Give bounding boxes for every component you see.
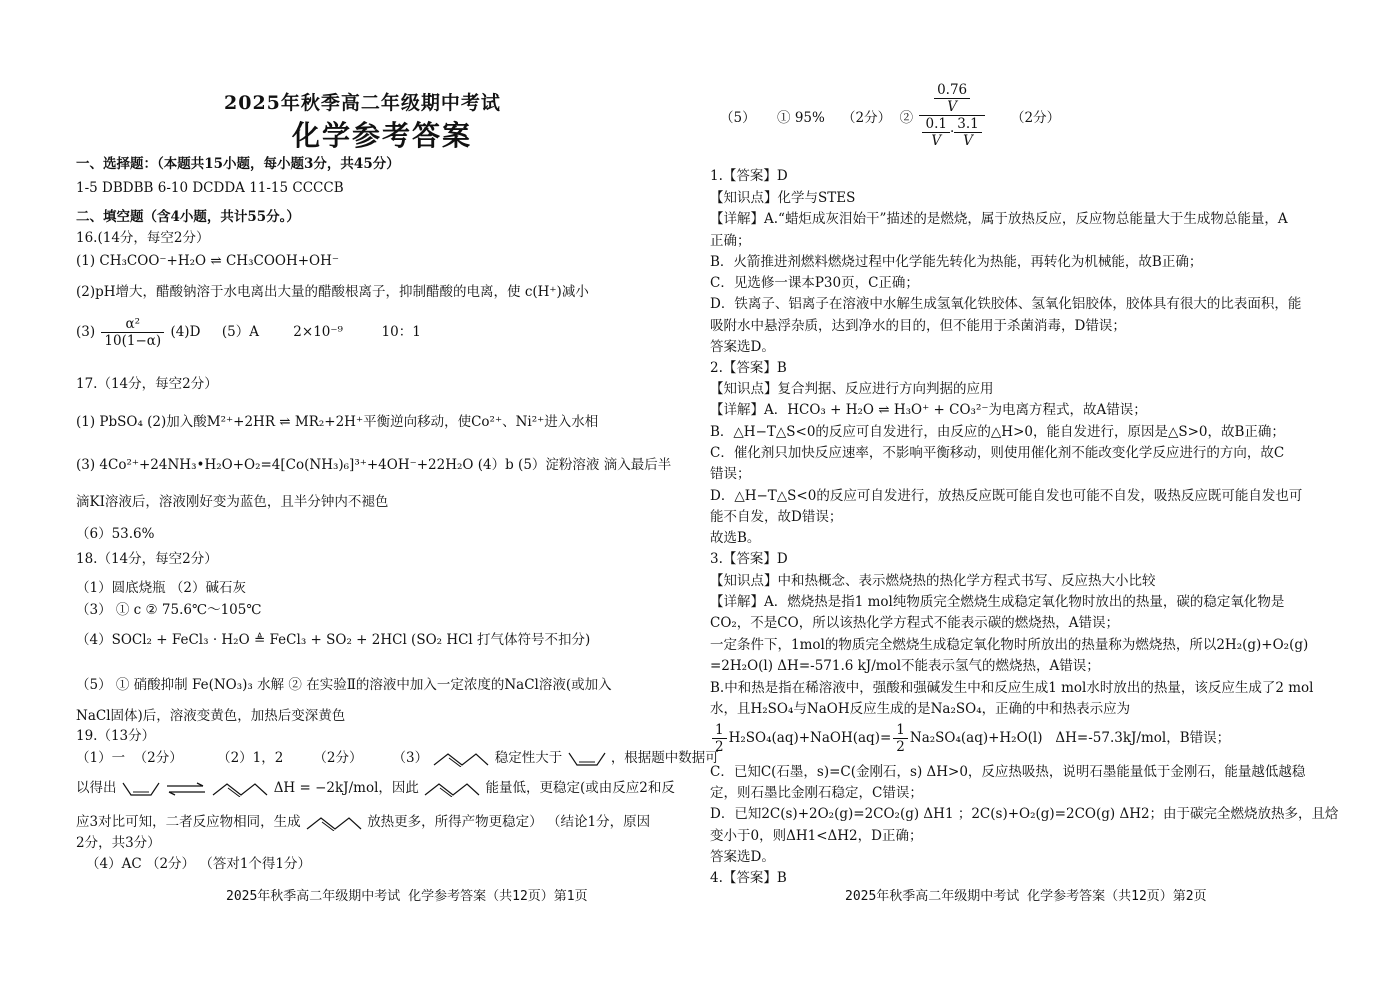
half-fraction [893,722,908,755]
explanation-line: 答案选D。 [710,339,775,355]
q18-answer-5-cont: NaCl固体)后，溶液变黄色，加热后变深黄色 [76,708,346,724]
fraction-numerator: α² [101,316,164,333]
trans-butene-structure-icon [211,781,269,797]
explanation-line: 2.【答案】B [710,360,787,376]
cis-butene-structure-icon [567,751,607,767]
explanation-line: 定，则石墨比金刚石稳定，C错误； [710,785,923,801]
explanation-line: D．铁离子、铝离子在溶液中水解生成氢氧化铁胶体、氢氧化铝胶体，胶体具有很大的比表面积，能 [710,296,1302,312]
q18-answer-4: （4）SOCl₂ + FeCl₃ · H₂O ≜ FeCl₃ + SO₂ + 2HCl (SO₂ HCl 打气体符号不扣分) [76,632,591,648]
q19-1c: ，根据题中数据可 [610,750,719,766]
q19-3a: 应3对比可知，二者反应物相同，生成 [76,814,301,830]
numerator-fraction [934,82,970,115]
den-b-value: 3.1 [954,116,981,133]
q19-2b: ΔH = −2kJ/mol，因此 [273,780,419,796]
trans-butene-structure-icon [423,781,481,797]
neutralization-equation [710,722,1230,755]
equilibrium-arrow-icon [165,782,207,796]
q16-answer-3 [76,316,421,349]
explanation-line: B．火箭推进剂燃料燃烧过程中化学能先转化为热能，再转化为机械能，故B正确； [710,254,1203,270]
den-b-volume: V [963,133,973,149]
equation-left: H₂SO₄(aq)+NaOH(aq)= [728,730,892,746]
fraction-denominator: 10(1−α) [104,333,162,349]
q19-line-2 [76,776,675,797]
q19-3b: 放热更多，所得产物更稳定） （结论1分，原因 [367,814,651,830]
q18-5-score: （2分） [1011,109,1061,126]
explanation-line: 变小于0，则ΔH1<ΔH2，D正确； [710,828,923,844]
page-footer: 2025年秋季高二年级期中考试 化学参考答案（共12页）第1页 [226,889,588,904]
section1-heading: 一、选择题：（本题共15小题，每小题3分，共45分） [76,156,400,172]
numerator-value: 0.76 [934,82,970,99]
explanation-line: 一定条件下，1mol的物质完全燃烧生成稳定氧化物时所放出的热量称为燃烧热，所以2H₂(g)+O₂(g) [710,637,1309,653]
explanation-line: 吸附水中悬浮杂质，达到净水的目的，但不能用于杀菌消毒，D错误； [710,318,1126,334]
q19-heading: 19.（13分） [76,728,156,744]
den-fraction-b [954,116,981,149]
explanation-line: 【知识点】复合判据、反应进行方向判据的应用 [710,381,994,397]
q19-answer-4: （4）AC （2分） （答对1个得1分） [86,856,312,872]
exam-title: 2025年秋季高二年级期中考试 [224,92,501,114]
q19-1b: 稳定性大于 [494,750,563,766]
explanation-line: 答案选D。 [710,849,775,865]
explanation-line: B.中和热是指在稀溶液中，强酸和强碱发生中和反应生成1 mol水时放出的热量，该反应生成了2 mol [710,680,1314,696]
q18-5-header-line [720,82,1060,162]
explanation-line: 4.【答案】B [710,870,787,886]
explanation-line: CO₂，不是CO，所以该热化学方程式不能表示碳的燃烧热，A错误； [710,615,1119,631]
explanation-line: 故选B。 [710,530,761,546]
explanation-line: 1.【答案】D [710,168,788,184]
q18-answer-5: （5） ① 硝酸抑制 Fe(NO₃)₃ 水解 ② 在实验Ⅱ的溶液中加入一定浓度的NaCl溶液(或加入 [76,677,612,693]
q18-answer-3: （3） ① c ② 75.6℃～105℃ [76,602,262,618]
explanation-line: 【详解】A.“蜡炬成灰泪始干”描述的是燃烧，属于放热反应，反应物总能量大于生成物总能量，A [710,211,1288,227]
q17-answer-3: (3) 4Co²⁺+24NH₃•H₂O+O₂=4[Co(NH₃)₆]³⁺+4OH⁻+22H₂O (4）b (5）淀粉溶液 滴入最后半 [76,457,672,473]
q17-answer-6: （6）53.6% [76,526,155,542]
mc-answers: 1-5 DBDBB 6-10 DCDDA 11-15 CCCCB [76,180,344,196]
q19-2a: 以得出 [76,780,117,796]
explanation-line: C．见选修一课本P30页，C正确； [710,275,919,291]
q19-line-4: 2分，共3分） [76,835,161,851]
explanation-line: 错误； [710,466,751,482]
q19-2c: 能量低，更稳定(或由反应2和反 [485,780,675,796]
explanation-line: D．已知2C(s)+2O₂(g)=2CO₂(g) ΔH1 ；2C(s)+O₂(g)=2CO(g) ΔH2；由于碳完全燃烧放热多，且焓 [710,806,1339,822]
q17-answer-1: (1) PbSO₄ (2)加入酸M²⁺+2HR ⇌ MR₂+2H⁺平衡逆向移动，使Co²⁺、Ni²⁺进入水相 [76,414,599,430]
explanation-line: 【知识点】化学与STES [710,190,856,206]
explanation-line: D．△H−T△S<0的反应可自发进行，放热反应既可能自发也可能不自发，吸热反应既可能自发也可 [710,488,1303,504]
q19-1a: （1）一 （2分） （2）1，2 （2分） （3） [76,750,429,766]
q16-3-label: (3) [76,324,96,340]
half-fraction [712,722,727,755]
q17-heading: 17.（14分，每空2分） [76,376,218,392]
q19-line-1 [76,746,719,767]
explanation-line: 能不自发，故D错误； [710,509,843,525]
half-denominator: 2 [715,739,724,755]
q18-answer-1: （1）圆底烧瓶 （2）碱石灰 [76,580,246,596]
trans-butene-structure-icon [305,815,363,831]
q18-heading: 18.（14分，每空2分） [76,551,218,567]
q18-5-label: （5） ① 95% （2分） ② [720,109,914,126]
cis-butene-structure-icon [121,781,161,797]
den-fraction-a [922,116,949,149]
q16-answer-2: (2)pH增大，醋酸钠溶于水电离出大量的醋酸根离子，抑制醋酸的电离，使 c(H⁺)减小 [76,284,589,300]
explanation-line: 3.【答案】D [710,551,788,567]
explanation-line: C．已知C(石墨，s)=C(金刚石，s) ΔH>0，反应热吸热，说明石墨能量低于金刚石，能量越低越稳 [710,764,1306,780]
answer-key-title: 化学参考答案 [292,119,473,152]
section2-heading: 二、填空题（含4小题，共计55分。） [76,209,300,225]
big-denominator: $\frac{0.1}{V}$ · $\frac{3.1}{V}$ [919,116,984,149]
big-numerator [919,82,984,116]
q19-line-3 [76,810,650,831]
half-numerator: 1 [893,722,908,739]
explanation-line: 【知识点】中和热概念、表示燃烧热的热化学方程式书写、反应热大小比较 [710,573,1156,589]
explanation-line: B．△H−T△S<0的反应可自发进行，由反应的△H>0，能自发进行，原因是△S>0，故B正确； [710,424,1285,440]
den-a-value: 0.1 [922,116,949,133]
alpha-fraction [101,316,164,349]
half-denominator: 2 [896,739,905,755]
q16-rest: (4)D (5）A 2×10⁻⁹ 10：1 [170,324,421,340]
page-footer: 2025年秋季高二年级期中考试 化学参考答案（共12页）第2页 [845,889,1207,904]
den-a-volume: V [931,133,942,149]
concentration-expression [919,82,984,149]
explanation-line: 【详解】A．HCO₃ + H₂O ⇌ H₃O⁺ + CO₃²⁻为电离方程式，故A错误； [710,402,1147,418]
half-numerator: 1 [712,722,727,739]
equation-right: Na₂SO₄(aq)+H₂O(l) ΔH=-57.3kJ/mol，B错误； [909,730,1231,746]
explanation-line: =2H₂O(l) ΔH=-571.6 kJ/mol不能表示氢气的燃烧热，A错误； [710,658,1100,674]
explanation-line: C．催化剂只加快反应速率，不影响平衡移动，则使用催化剂不能改变化学反应进行的方向，故C [710,445,1285,461]
explanation-line: 正确； [710,233,751,249]
q17-answer-3-cont: 滴KI溶液后，溶液刚好变为蓝色，且半分钟内不褪色 [76,494,389,510]
q16-heading: 16.(14分，每空2分） [76,230,210,246]
explanation-line: 水，且H₂SO₄与NaOH反应生成的是Na₂SO₄，正确的中和热表示应为 [710,701,1131,717]
q16-answer-1: (1) CH₃COO⁻+H₂O ⇌ CH₃COOH+OH⁻ [76,253,340,269]
numerator-volume: V [947,99,957,115]
explanation-line: 【详解】A．燃烧热是指1 mol纯物质完全燃烧生成稳定氧化物时放出的热量，碳的稳定氧化物是 [710,594,1285,610]
trans-butene-structure-icon [432,751,490,767]
